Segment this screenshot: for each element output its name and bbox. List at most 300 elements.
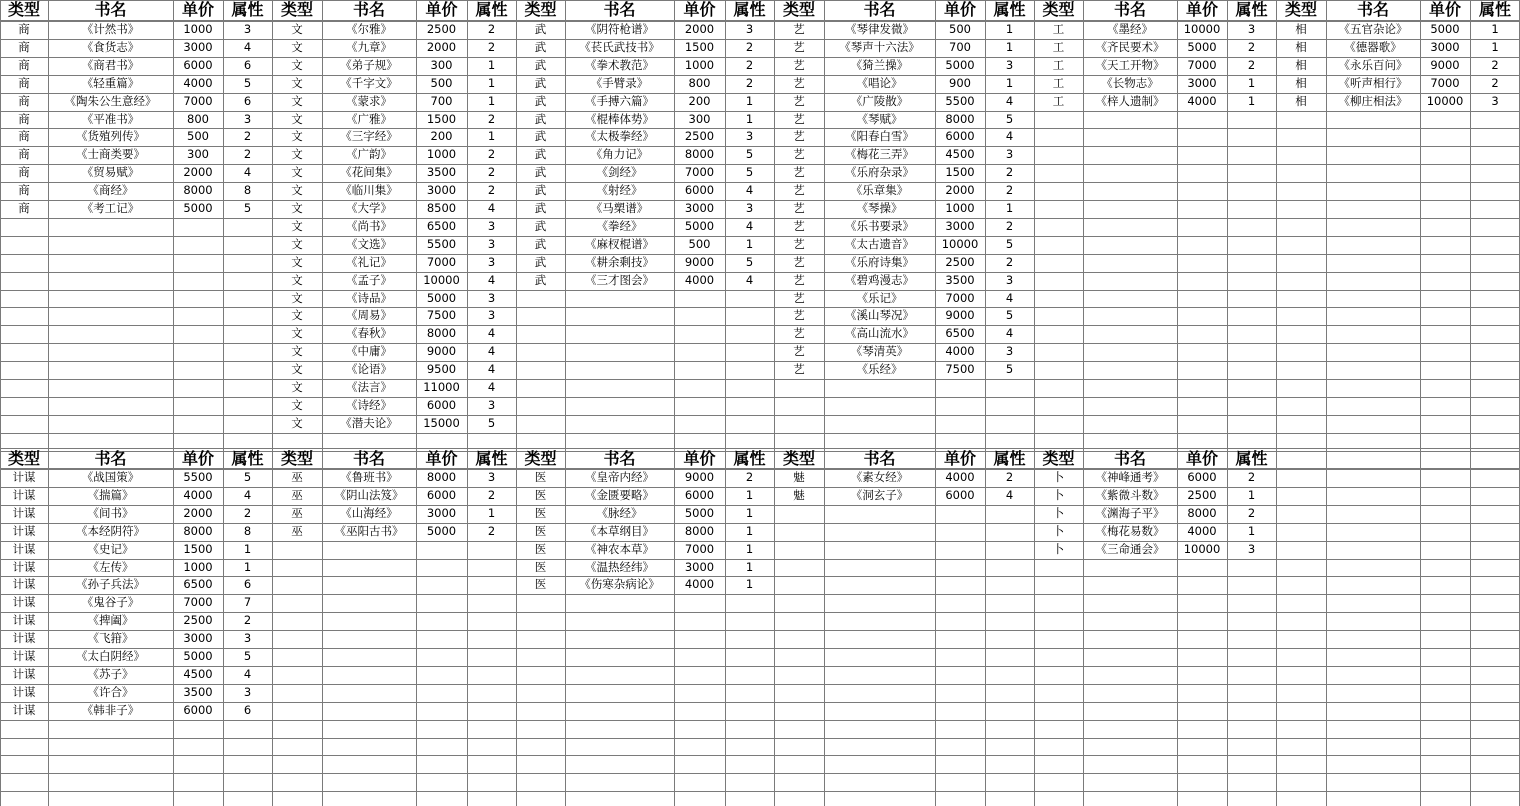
cell-price[interactable]: 7000: [945, 291, 975, 305]
column-header-type[interactable]: 类型: [7, 450, 40, 468]
cell-price[interactable]: 6000: [684, 183, 715, 197]
cell-attr[interactable]: 5: [243, 76, 252, 90]
column-header-title[interactable]: 书名: [94, 1, 127, 19]
cell-title[interactable]: 《陶朱公生意经》: [64, 94, 157, 108]
cell-type[interactable]: 工: [1052, 76, 1065, 90]
cell-price[interactable]: 5000: [183, 649, 213, 663]
cell-title[interactable]: 《墨经》: [1107, 22, 1153, 36]
cell-attr[interactable]: 3: [1005, 147, 1014, 161]
cell-title[interactable]: 《拳经》: [596, 219, 643, 233]
cell-type[interactable]: 艺: [793, 237, 805, 251]
cell-price[interactable]: 10000: [423, 273, 460, 287]
cell-attr[interactable]: 5: [1005, 237, 1014, 251]
cell-title[interactable]: 《太白阴经》: [76, 649, 145, 663]
cell-title[interactable]: 《拳术教范》: [585, 58, 654, 72]
cell-price[interactable]: 4000: [945, 344, 975, 358]
cell-attr[interactable]: 4: [487, 380, 496, 394]
cell-attr[interactable]: 3: [243, 631, 252, 645]
cell-title[interactable]: 《弟子规》: [340, 58, 398, 72]
cell-attr[interactable]: 4: [487, 201, 496, 215]
column-header-price[interactable]: 单价: [1428, 1, 1461, 19]
cell-price[interactable]: 2500: [945, 255, 975, 269]
cell-price[interactable]: 4000: [945, 470, 975, 484]
cell-price[interactable]: 6000: [1187, 470, 1217, 484]
cell-type[interactable]: 商: [18, 94, 30, 108]
cell-type[interactable]: 相: [1295, 40, 1307, 54]
cell-attr[interactable]: 5: [1005, 112, 1014, 126]
cell-title[interactable]: 《阳春白雪》: [845, 129, 914, 143]
cell-title[interactable]: 《手臂录》: [590, 76, 649, 90]
cell-attr[interactable]: 3: [487, 308, 496, 322]
cell-attr[interactable]: 1: [745, 112, 754, 126]
cell-title[interactable]: 《神峰通考》: [1095, 470, 1165, 484]
cell-type[interactable]: 医: [534, 488, 547, 502]
cell-title[interactable]: 《渊海子平》: [1095, 506, 1165, 520]
cell-attr[interactable]: 3: [1005, 58, 1014, 72]
cell-title[interactable]: 《梓人遗制》: [1095, 94, 1165, 108]
cell-title[interactable]: 《本草纲目》: [585, 524, 654, 538]
cell-type[interactable]: 文: [291, 40, 303, 54]
cell-title[interactable]: 《春秋》: [346, 326, 392, 340]
cell-title[interactable]: 《诗经》: [346, 398, 392, 412]
cell-title[interactable]: 《乐记》: [856, 291, 903, 305]
cell-price[interactable]: 2000: [183, 165, 213, 179]
cell-price[interactable]: 3500: [426, 165, 457, 179]
column-header-type[interactable]: 类型: [1284, 1, 1317, 19]
cell-title[interactable]: 《脉经》: [596, 506, 643, 520]
cell-attr[interactable]: 1: [745, 524, 754, 538]
cell-type[interactable]: 武: [534, 201, 547, 215]
cell-attr[interactable]: 3: [745, 129, 754, 143]
cell-type[interactable]: 文: [291, 112, 303, 126]
cell-attr[interactable]: 4: [487, 344, 496, 358]
cell-attr[interactable]: 1: [745, 488, 754, 502]
cell-price[interactable]: 3000: [684, 201, 715, 215]
cell-title[interactable]: 《广雅》: [346, 112, 392, 126]
cell-price[interactable]: 300: [430, 58, 453, 72]
cell-attr[interactable]: 1: [745, 506, 754, 520]
cell-price[interactable]: 4000: [1187, 524, 1217, 538]
cell-price[interactable]: 1500: [426, 112, 457, 126]
cell-type[interactable]: 卜: [1052, 506, 1065, 520]
cell-title[interactable]: 《角力记》: [590, 147, 649, 161]
cell-price[interactable]: 3000: [684, 560, 715, 574]
cell-price[interactable]: 7000: [684, 165, 715, 179]
cell-type[interactable]: 相: [1295, 58, 1307, 72]
column-header-title[interactable]: 书名: [1113, 1, 1146, 19]
cell-attr[interactable]: 1: [243, 542, 252, 556]
cell-price[interactable]: 11000: [423, 380, 460, 394]
cell-title[interactable]: 《平准书》: [81, 112, 140, 126]
column-header-title[interactable]: 书名: [603, 1, 636, 19]
cell-title[interactable]: 《五官杂论》: [1338, 22, 1408, 36]
cell-attr[interactable]: 3: [243, 112, 252, 126]
cell-price[interactable]: 8000: [684, 147, 715, 161]
cell-type[interactable]: 武: [534, 22, 547, 36]
cell-type[interactable]: 巫: [291, 470, 303, 484]
cell-type[interactable]: 计谋: [12, 685, 36, 699]
column-header-type[interactable]: 类型: [1042, 1, 1075, 19]
cell-title[interactable]: 《太古遗音》: [845, 237, 914, 251]
cell-type[interactable]: 艺: [793, 308, 805, 322]
cell-title[interactable]: 《大学》: [346, 201, 392, 215]
cell-type[interactable]: 文: [291, 308, 303, 322]
cell-type[interactable]: 艺: [793, 291, 805, 305]
cell-attr[interactable]: 6: [243, 577, 252, 591]
cell-price[interactable]: 5000: [1187, 40, 1217, 54]
cell-price[interactable]: 800: [688, 76, 711, 90]
cell-type[interactable]: 武: [534, 94, 547, 108]
cell-price[interactable]: 5000: [426, 291, 457, 305]
cell-title[interactable]: 《梅花三弄》: [845, 147, 914, 161]
cell-title[interactable]: 《素女经》: [850, 470, 909, 484]
cell-attr[interactable]: 3: [487, 237, 496, 251]
cell-title[interactable]: 《商经》: [87, 183, 134, 197]
column-header-price[interactable]: 单价: [683, 1, 716, 19]
cell-type[interactable]: 医: [534, 542, 547, 556]
cell-attr[interactable]: 2: [1247, 58, 1256, 72]
cell-title[interactable]: 《苌氏武技书》: [579, 40, 660, 54]
cell-type[interactable]: 相: [1295, 94, 1307, 108]
cell-title[interactable]: 《天工开物》: [1095, 58, 1165, 72]
cell-price[interactable]: 3500: [183, 685, 213, 699]
cell-title[interactable]: 《阴符枪谱》: [585, 22, 654, 36]
cell-price[interactable]: 2000: [426, 40, 457, 54]
cell-price[interactable]: 15000: [423, 416, 460, 430]
cell-price[interactable]: 4000: [684, 273, 715, 287]
cell-title[interactable]: 《孙子兵法》: [76, 577, 145, 591]
cell-attr[interactable]: 1: [1247, 488, 1256, 502]
cell-price[interactable]: 4000: [684, 577, 715, 591]
cell-type[interactable]: 武: [534, 165, 547, 179]
cell-price[interactable]: 6000: [183, 58, 213, 72]
column-header-attr[interactable]: 属性: [231, 1, 264, 19]
cell-title[interactable]: 《温热经纬》: [585, 560, 654, 574]
cell-attr[interactable]: 3: [1005, 344, 1014, 358]
cell-attr[interactable]: 2: [1005, 255, 1014, 269]
cell-title[interactable]: 《千字文》: [340, 76, 398, 90]
cell-price[interactable]: 7000: [1187, 58, 1217, 72]
cell-price[interactable]: 2500: [684, 129, 715, 143]
cell-type[interactable]: 医: [534, 524, 547, 538]
cell-price[interactable]: 6000: [426, 398, 457, 412]
cell-price[interactable]: 1000: [183, 560, 213, 574]
cell-attr[interactable]: 4: [1005, 94, 1014, 108]
cell-title[interactable]: 《齐民要术》: [1095, 40, 1165, 54]
cell-attr[interactable]: 5: [243, 470, 252, 484]
cell-title[interactable]: 《鬼谷子》: [81, 595, 140, 609]
cell-title[interactable]: 《周易》: [346, 308, 392, 322]
cell-title[interactable]: 《临川集》: [340, 183, 398, 197]
cell-title[interactable]: 《三才图会》: [585, 273, 654, 287]
cell-type[interactable]: 卜: [1052, 542, 1065, 556]
cell-attr[interactable]: 1: [243, 560, 252, 574]
cell-type[interactable]: 艺: [793, 165, 805, 179]
cell-attr[interactable]: 5: [1005, 362, 1014, 376]
cell-attr[interactable]: 6: [243, 703, 252, 717]
column-header-price[interactable]: 单价: [425, 1, 458, 19]
cell-attr[interactable]: 2: [487, 112, 496, 126]
cell-price[interactable]: 1500: [684, 40, 715, 54]
cell-attr[interactable]: 2: [487, 22, 496, 36]
cell-price[interactable]: 7000: [183, 595, 213, 609]
cell-type[interactable]: 文: [291, 326, 303, 340]
cell-price[interactable]: 6500: [183, 577, 213, 591]
cell-type[interactable]: 文: [291, 201, 303, 215]
cell-attr[interactable]: 3: [487, 291, 496, 305]
cell-price[interactable]: 8000: [426, 470, 457, 484]
cell-type[interactable]: 文: [291, 22, 303, 36]
cell-title[interactable]: 《蒙求》: [346, 94, 392, 108]
cell-title[interactable]: 《间书》: [87, 506, 134, 520]
cell-title[interactable]: 《乐府杂录》: [845, 165, 914, 179]
cell-price[interactable]: 9000: [684, 255, 715, 269]
cell-type[interactable]: 巫: [291, 488, 303, 502]
cell-attr[interactable]: 5: [1005, 308, 1014, 322]
cell-attr[interactable]: 1: [745, 560, 754, 574]
cell-attr[interactable]: 5: [243, 649, 252, 663]
cell-price[interactable]: 6500: [426, 219, 457, 233]
cell-price[interactable]: 6000: [183, 703, 213, 717]
cell-attr[interactable]: 2: [1005, 165, 1014, 179]
cell-type[interactable]: 文: [291, 165, 303, 179]
cell-price[interactable]: 4000: [1187, 94, 1217, 108]
cell-type[interactable]: 文: [291, 416, 303, 430]
cell-price[interactable]: 7500: [426, 308, 457, 322]
column-header-attr[interactable]: 属性: [1235, 450, 1268, 468]
cell-title[interactable]: 《花间集》: [340, 165, 398, 179]
cell-price[interactable]: 2500: [426, 22, 457, 36]
cell-attr[interactable]: 1: [1491, 40, 1499, 54]
cell-price[interactable]: 10000: [941, 237, 979, 251]
cell-price[interactable]: 2000: [684, 22, 715, 36]
cell-attr[interactable]: 4: [1005, 291, 1014, 305]
column-header-title[interactable]: 书名: [863, 1, 896, 19]
cell-title[interactable]: 《三字经》: [340, 129, 398, 143]
cell-type[interactable]: 文: [291, 362, 303, 376]
cell-attr[interactable]: 5: [487, 416, 496, 430]
cell-type[interactable]: 艺: [793, 58, 805, 72]
cell-title[interactable]: 《鲁班书》: [340, 470, 398, 484]
column-header-attr[interactable]: 属性: [231, 450, 264, 468]
cell-type[interactable]: 文: [291, 344, 303, 358]
cell-type[interactable]: 艺: [793, 147, 805, 161]
cell-type[interactable]: 文: [291, 291, 303, 305]
cell-price[interactable]: 200: [430, 129, 453, 143]
cell-title[interactable]: 《听声相行》: [1338, 76, 1408, 90]
cell-attr[interactable]: 1: [1005, 40, 1014, 54]
column-header-title[interactable]: 书名: [863, 450, 896, 468]
cell-title[interactable]: 《梅花易数》: [1095, 524, 1165, 538]
cell-attr[interactable]: 2: [745, 76, 754, 90]
cell-attr[interactable]: 4: [243, 667, 252, 681]
cell-price[interactable]: 8000: [1187, 506, 1217, 520]
column-header-attr[interactable]: 属性: [475, 450, 508, 468]
cell-type[interactable]: 计谋: [12, 649, 36, 663]
cell-price[interactable]: 10000: [1183, 542, 1221, 556]
cell-type[interactable]: 工: [1052, 40, 1065, 54]
cell-price[interactable]: 9000: [945, 308, 975, 322]
cell-type[interactable]: 计谋: [12, 524, 36, 538]
cell-price[interactable]: 8000: [183, 524, 213, 538]
cell-attr[interactable]: 1: [1005, 76, 1014, 90]
cell-title[interactable]: 《琴操》: [856, 201, 903, 215]
cell-title[interactable]: 《战国策》: [81, 470, 140, 484]
cell-price[interactable]: 6000: [945, 129, 975, 143]
cell-type[interactable]: 医: [534, 506, 547, 520]
cell-price[interactable]: 1000: [945, 201, 975, 215]
cell-attr[interactable]: 2: [487, 183, 496, 197]
cell-attr[interactable]: 1: [487, 506, 496, 520]
cell-price[interactable]: 4000: [183, 76, 213, 90]
cell-type[interactable]: 商: [18, 165, 30, 179]
column-header-title[interactable]: 书名: [352, 1, 385, 19]
cell-attr[interactable]: 7: [243, 595, 252, 609]
cell-title[interactable]: 《三命通会》: [1095, 542, 1165, 556]
cell-title[interactable]: 《法言》: [346, 380, 392, 394]
cell-price[interactable]: 5500: [945, 94, 975, 108]
cell-price[interactable]: 5500: [183, 470, 213, 484]
cell-attr[interactable]: 2: [243, 613, 252, 627]
cell-type[interactable]: 计谋: [12, 703, 36, 717]
cell-title[interactable]: 《士商类要》: [76, 147, 145, 161]
cell-attr[interactable]: 2: [745, 58, 754, 72]
cell-attr[interactable]: 1: [487, 58, 496, 72]
cell-attr[interactable]: 2: [1491, 58, 1499, 72]
cell-title[interactable]: 《文选》: [346, 237, 392, 251]
cell-type[interactable]: 商: [18, 22, 30, 36]
cell-title[interactable]: 《耕余剩技》: [585, 255, 654, 269]
cell-title[interactable]: 《诗品》: [346, 291, 392, 305]
cell-title[interactable]: 《手搏六篇》: [585, 94, 654, 108]
cell-type[interactable]: 文: [291, 94, 303, 108]
cell-title[interactable]: 《长物志》: [1101, 76, 1159, 90]
cell-title[interactable]: 《许合》: [87, 685, 134, 699]
cell-price[interactable]: 9000: [1430, 58, 1460, 72]
cell-attr[interactable]: 2: [1491, 76, 1499, 90]
cell-type[interactable]: 文: [291, 273, 303, 287]
cell-price[interactable]: 9000: [426, 344, 457, 358]
cell-attr[interactable]: 2: [487, 488, 496, 502]
column-header-title[interactable]: 书名: [94, 450, 127, 468]
column-header-price[interactable]: 单价: [943, 1, 976, 19]
cell-title[interactable]: 《苏子》: [87, 667, 134, 681]
cell-price[interactable]: 500: [430, 76, 453, 90]
cell-price[interactable]: 1000: [183, 22, 213, 36]
cell-title[interactable]: 《麻杈棍谱》: [585, 237, 654, 251]
cell-price[interactable]: 3000: [1430, 40, 1460, 54]
cell-price[interactable]: 500: [949, 22, 971, 36]
cell-attr[interactable]: 1: [1491, 22, 1499, 36]
cell-attr[interactable]: 1: [1005, 201, 1014, 215]
column-header-attr[interactable]: 属性: [733, 450, 766, 468]
cell-type[interactable]: 商: [18, 129, 30, 143]
cell-price[interactable]: 7000: [183, 94, 213, 108]
cell-title[interactable]: 《乐章集》: [850, 183, 909, 197]
cell-title[interactable]: 《洞玄子》: [850, 488, 909, 502]
cell-type[interactable]: 武: [534, 255, 547, 269]
cell-attr[interactable]: 2: [1247, 506, 1256, 520]
cell-title[interactable]: 《永乐百问》: [1338, 58, 1408, 72]
cell-title[interactable]: 《九章》: [346, 40, 392, 54]
cell-title[interactable]: 《论语》: [346, 362, 392, 376]
cell-type[interactable]: 武: [534, 129, 547, 143]
cell-type[interactable]: 武: [534, 183, 547, 197]
cell-type[interactable]: 艺: [793, 326, 805, 340]
cell-attr[interactable]: 3: [487, 398, 496, 412]
cell-type[interactable]: 商: [18, 76, 30, 90]
cell-type[interactable]: 艺: [793, 201, 805, 215]
cell-title[interactable]: 《考工记》: [81, 201, 140, 215]
cell-attr[interactable]: 4: [487, 362, 496, 376]
cell-price[interactable]: 4500: [183, 667, 213, 681]
cell-price[interactable]: 5000: [1430, 22, 1460, 36]
cell-price[interactable]: 8000: [183, 183, 213, 197]
cell-price[interactable]: 3000: [183, 40, 213, 54]
cell-attr[interactable]: 1: [1005, 22, 1014, 36]
cell-title[interactable]: 《货殖列传》: [76, 129, 145, 143]
cell-type[interactable]: 武: [534, 112, 547, 126]
cell-attr[interactable]: 3: [243, 22, 252, 36]
cell-attr[interactable]: 2: [487, 40, 496, 54]
cell-attr[interactable]: 3: [487, 219, 496, 233]
cell-attr[interactable]: 1: [745, 237, 754, 251]
cell-attr[interactable]: 4: [745, 183, 754, 197]
cell-type[interactable]: 艺: [793, 362, 805, 376]
cell-title[interactable]: 《琴律发微》: [845, 22, 914, 36]
cell-type[interactable]: 文: [291, 398, 303, 412]
cell-type[interactable]: 文: [291, 147, 303, 161]
cell-type[interactable]: 计谋: [12, 613, 36, 627]
cell-attr[interactable]: 6: [243, 94, 252, 108]
column-header-type[interactable]: 类型: [524, 450, 557, 468]
column-header-title[interactable]: 书名: [1113, 450, 1146, 468]
cell-title[interactable]: 《史记》: [87, 542, 134, 556]
cell-title[interactable]: 《琴清英》: [850, 344, 909, 358]
cell-attr[interactable]: 2: [487, 524, 496, 538]
cell-title[interactable]: 《广陵散》: [850, 94, 909, 108]
cell-price[interactable]: 1500: [183, 542, 213, 556]
cell-title[interactable]: 《唱论》: [856, 76, 903, 90]
cell-type[interactable]: 艺: [793, 76, 805, 90]
column-header-price[interactable]: 单价: [683, 450, 716, 468]
cell-attr[interactable]: 2: [1247, 40, 1256, 54]
cell-type[interactable]: 艺: [793, 255, 805, 269]
cell-type[interactable]: 文: [291, 76, 303, 90]
cell-price[interactable]: 6000: [945, 488, 975, 502]
column-header-attr[interactable]: 属性: [475, 1, 508, 19]
cell-price[interactable]: 10000: [1183, 22, 1221, 36]
cell-type[interactable]: 相: [1295, 76, 1307, 90]
cell-attr[interactable]: 4: [487, 326, 496, 340]
column-header-type[interactable]: 类型: [524, 1, 557, 19]
column-header-attr[interactable]: 属性: [1235, 1, 1268, 19]
column-header-attr[interactable]: 属性: [1478, 1, 1511, 19]
cell-type[interactable]: 计谋: [12, 488, 36, 502]
cell-attr[interactable]: 5: [243, 201, 252, 215]
cell-title[interactable]: 《轻重篇》: [81, 76, 140, 90]
cell-type[interactable]: 计谋: [12, 577, 36, 591]
cell-price[interactable]: 3000: [1187, 76, 1217, 90]
cell-title[interactable]: 《贸易赋》: [81, 165, 140, 179]
cell-title[interactable]: 《伤寒杂病论》: [579, 577, 660, 591]
cell-type[interactable]: 计谋: [12, 470, 36, 484]
cell-title[interactable]: 《射经》: [596, 183, 643, 197]
cell-price[interactable]: 5000: [684, 506, 715, 520]
cell-attr[interactable]: 5: [745, 165, 754, 179]
cell-attr[interactable]: 3: [1491, 94, 1499, 108]
cell-type[interactable]: 商: [18, 183, 30, 197]
